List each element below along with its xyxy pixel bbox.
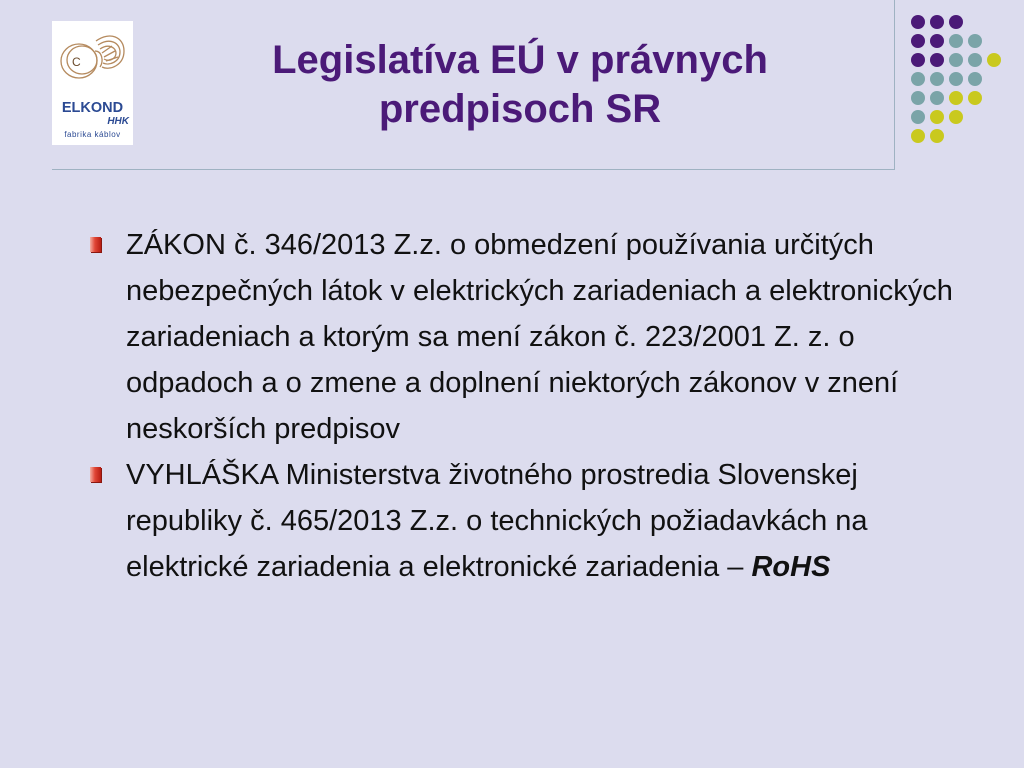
decorative-dot [949, 15, 963, 29]
decorative-dot [949, 110, 963, 124]
decorative-dot [987, 53, 1001, 67]
decorative-dot [930, 72, 944, 86]
decorative-dot [949, 34, 963, 48]
slide-content [90, 222, 960, 590]
decorative-dot [968, 72, 982, 86]
logo-sub: HHK [107, 116, 129, 127]
logo-wordmark: ELKOND [61, 100, 124, 116]
logo-tagline: fabrika káblov [64, 130, 121, 139]
decorative-dot [911, 15, 925, 29]
decorative-dot [911, 34, 925, 48]
decorative-dot [949, 72, 963, 86]
decorative-dot [930, 34, 944, 48]
decorative-dot [968, 91, 982, 105]
rohs-emphasis: RoHS [751, 551, 831, 583]
decorative-dot [930, 91, 944, 105]
decorative-dot [911, 91, 925, 105]
decorative-dot [930, 15, 944, 29]
decorative-dot [968, 34, 982, 48]
slide-title-line-1: Legislatíva EÚ v právnych [272, 38, 768, 82]
decorative-dot [949, 91, 963, 105]
decorative-dot [911, 53, 925, 67]
decorative-dot [930, 110, 944, 124]
decorative-dot [930, 129, 944, 143]
decorative-dot [911, 129, 925, 143]
red-square-bullet-icon [90, 237, 101, 252]
red-square-bullet-icon [90, 467, 101, 482]
bullet-text: ZÁKON č. 346/2013 Z.z. o obmedzení používania určitých nebezpečných látok v elektrických zariadeniach a elektronických zariadeniach a ktorým sa mení zákon č. 223/2001 Z. z. o odpadoch a o zmene a doplnení niektorých zákonov v znení neskorších predpisov [126, 229, 953, 445]
decorative-dot [968, 53, 982, 67]
bullet-text: VYHLÁŠKA Ministerstva životného prostredia Slovenskej republiky č. 465/2013 Z.z. o technických požiadavkách na elektrické zariadenia a elektronické zariadenia – [126, 459, 868, 583]
slide-title-line-2: predpisoch SR [378, 87, 662, 131]
decorative-dot [911, 72, 925, 86]
bullet-item-zakon [90, 222, 960, 452]
decorative-dot [949, 53, 963, 67]
bullet-item-vyhlaska [90, 452, 960, 590]
header-divider [52, 169, 895, 170]
decorative-dot [930, 53, 944, 67]
decorative-dot [911, 110, 925, 124]
logo-inner-letter: C [72, 55, 81, 69]
decorative-dot-grid [0, 0, 1024, 150]
